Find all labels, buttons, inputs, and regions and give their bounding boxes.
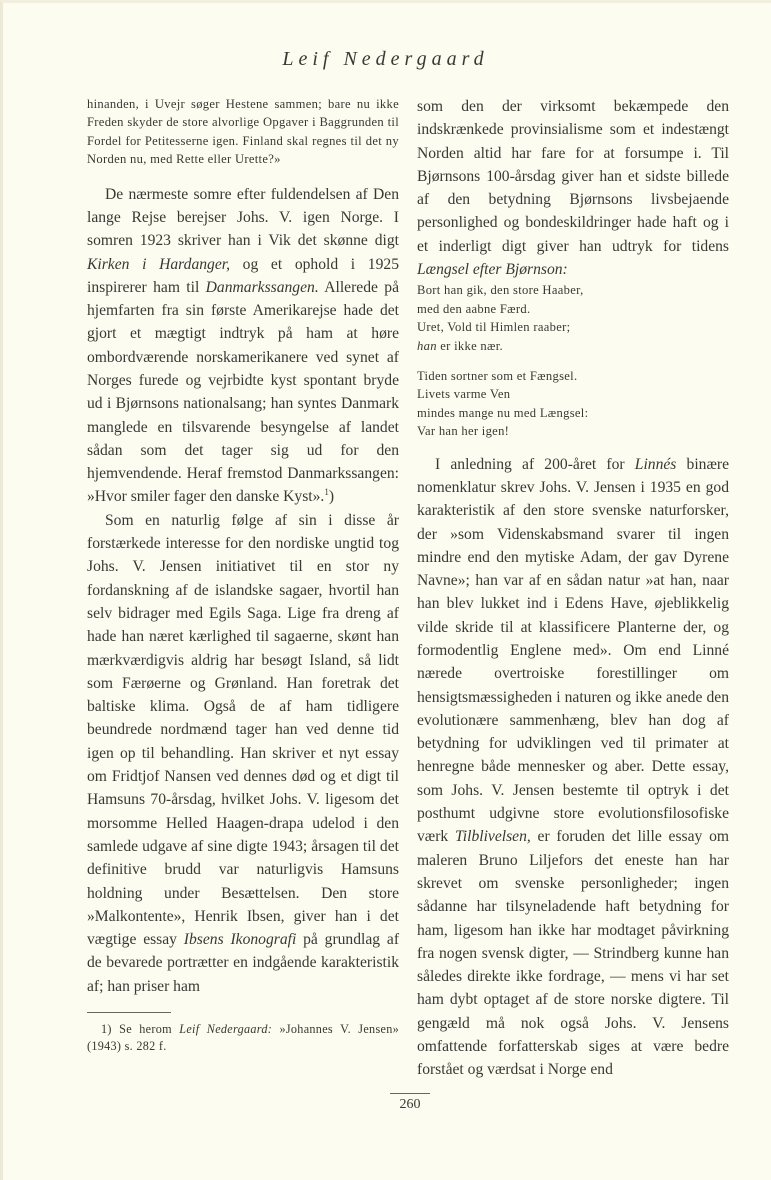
text-run: Som en naturlig følge af sin i disse år forstærkede interesse for den nordiske ungtid tog Johs. V. Jensen initiativet til en stor ny fordanskning af de islandske sagaer, hvortil han selv bidrager med Egils Saga. Lige fra dreng af hade han næret kærlighed til sagaerne, skønt han mærkværdigvis aldrig har besøgt Island, så lidt som Færøerne og Grønland. Han foretrak det baltiske klima. Også de af ham tidligere beundrede nordmænd tager han ved denne tid igen op til behandling. Han skriver et nyt essay om Fridtjof Nansen ved dennes død og et digt til Hamsuns 70-årsdag, hvilket Johs. V. ligesom det morsomme Helled Haagen-drapa udelod i den samlede udgave af sine digte 1943; årsagen til det definitive brudd var naturligvis Hamsuns holdning under Besættelsen. Den store »Malkontente», Henrik Ibsen, giver han i det vægtige essay — [87, 511, 399, 949]
poem-line — [417, 337, 729, 355]
text-run: Se herom — [111, 1022, 180, 1037]
text-run: I anledning af 200-året for — [435, 455, 635, 473]
title-laengsel-efter-bjornson: Længsel efter Bjørnson: — [417, 261, 568, 279]
text-run: på grundlag af de bevarede portrætter en indgående karakteristik af; han priser ham — [87, 931, 400, 995]
text-run: som den der virksomt bekæmpede den indskrænkede provinsialisme som et indestængt Norden altid har fare for at forsumpe i. Til Bjørnsons 100-årsdag giver han et sidste billede af den betydning Bjørnsons livsbejaende personlighed og bondeskildringer hade haft og i et inderligt digt giver han udtryk for tidens — [417, 98, 729, 255]
footnote-marker: 1) — [101, 1022, 112, 1037]
poem-stanza-1 — [417, 281, 729, 355]
left-column — [87, 95, 399, 1055]
poem-line: mindes mange nu med Længsel: — [417, 405, 589, 420]
poem-stanza-2 — [417, 367, 729, 441]
page-number: 260 — [390, 1093, 430, 1113]
text-run: er ikke nær. — [436, 338, 503, 353]
footnote — [87, 1021, 399, 1055]
text-run: binære nomenklatur skrev Johs. V. Jensen i 1935 en god karakteristik af den store svenske naturforsker, der »som Videnskabsmand svarer til ingen mindre end den mytiske Adam, der gav Dyrene Navne»; han var af en sådan natur »at han, naar han blev lukket ind i Edens Have, øjeblikkelig vilde skride til at klassificere Planterne der, og formodentlig Englene med». Om end Linné nærede overtroiske forestillinger om hensigtsmæssigheden i naturen og ikke anede den evolutionære sammenhæng, blev han dog af betydning for udviklingen ved til primater at henregne både mennesker og aber. Dette essay, som Johs. V. Jensen bestemte til optryk i det posthumt udgivne store evolutionsfilosofiske værk — [417, 455, 729, 846]
title-tilblivelsen: Tilblivelsen, — [454, 828, 531, 846]
poem-line: med den aabne Færd. — [417, 301, 531, 316]
poem-line: Livets varme Ven — [417, 387, 511, 402]
running-head: Leif Nedergaard — [282, 48, 489, 70]
right-column — [417, 95, 729, 1082]
paragraph-somre — [87, 183, 399, 509]
title-kirken-i-hardanger: Kirken i Hardanger, — [87, 255, 230, 273]
paragraph-linne — [417, 453, 729, 1082]
text-run: De nærmeste somre efter fuldendelsen af Den lange Rejse berejser Johs. V. igen Norge. I somren 1923 skriver han i Vik det skønne digt — [87, 185, 399, 250]
footnote-author: Leif Nedergaard: — [179, 1022, 273, 1037]
text-run: og et ophold i 1925 inspirerer ham til — [87, 255, 399, 296]
quote-continuation: hinanden, i Uvejr søger Hestene sammen; bare nu ikke Freden skyder de store alvorlige Opgaver i Baggrunden til Fordel for Petitesserne igen. Finland skal regnes til det ny Norden nu, med Rette eller Urette?» — [87, 97, 399, 167]
footnote-reference[interactable]: 1 — [324, 487, 329, 498]
text-run: Allerede på hjemfarten fra sin første Amerikarejse hade det gjort et mægtigt indtryk på ham at høre ombordværende norskamerikanere ved synet af Norges furede og vejrbidte kyst spontant bryde ud i Bjørnsons nationalsang; han syntes Danmark manglede en tilsvarende besyngelse af landet sådan som det tager sig ud for den hjemvendende. Heraf fremstod Danmarkssangen: »Hvor smiler fager den danske Kyst». — [87, 278, 399, 506]
title-danmarkssangen: Danmarkssangen. — [205, 278, 319, 296]
paragraph-provinsialisme — [417, 95, 729, 281]
poem-line: Tiden sortner som et Fængsel. — [417, 369, 578, 383]
name-linnes: Linnés — [634, 455, 677, 473]
poem-line: Var han her igen! — [417, 424, 510, 439]
poem-line: Uret, Vold til Himlen raaber; — [417, 320, 571, 335]
poem-line: Bort han gik, den store Haaber, — [417, 283, 584, 298]
footnote-divider — [87, 1012, 171, 1013]
poem-emphasis: han — [417, 338, 437, 353]
text-run: er foruden det lille essay om maleren Bruno Liljefors det eneste han har skrevet om svenske personligheder; ingen sådanne har tilsyneladende haft betydning for ham, ligesom han ikke har modtaget påvirkning fra nogen svensk digter, — Strindberg kunne han således direkte ikke fordrage, — mens vi har set ham dybt optaget af de store norske digtere. Til gengæld må nok også Johs. V. Jensens omfattende forfatterskab siges at være bedre forstået og værdsat i Norge end — [417, 828, 729, 1079]
text-run: ) — [328, 488, 335, 506]
title-ibsens-ikonografi: Ibsens Ikonografi — [183, 931, 297, 949]
text-run: »Johannes V. Jensen» (1943) s. 282 f. — [87, 1022, 399, 1054]
paragraph-sagaer — [87, 509, 399, 998]
poem — [417, 281, 729, 440]
